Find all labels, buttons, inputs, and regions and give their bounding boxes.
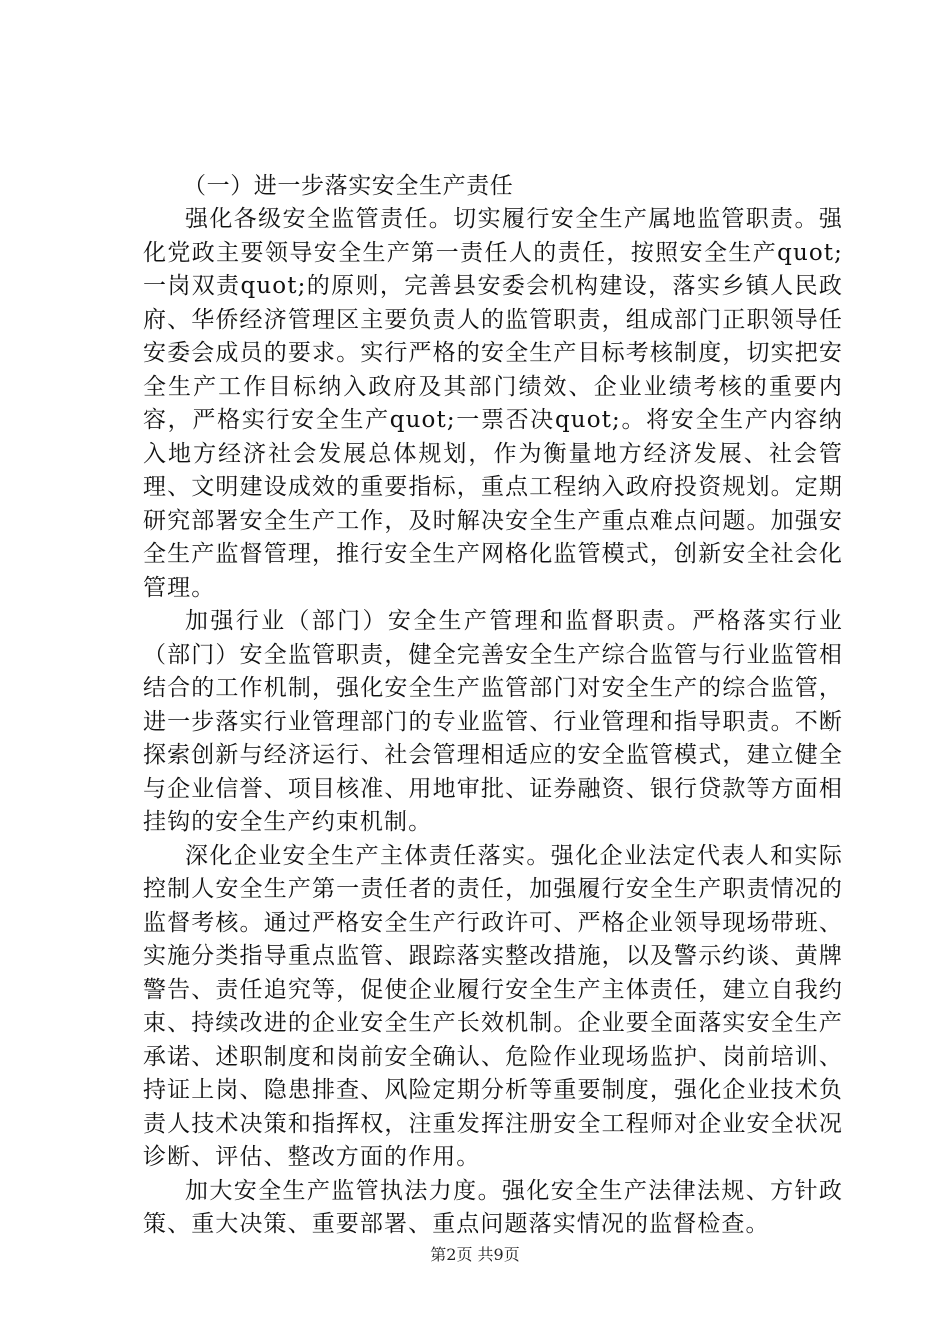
page-number-footer: 第2页 共9页 <box>430 1245 520 1264</box>
paragraph-1: 强化各级安全监管责任。切实履行安全生产属地监管职责。强化党政主要领导安全生产第一责任人的责任，按照安全生产quot;一岗双责quot;的原则，完善县安委会机构建设，落实乡镇人民政府、华侨经济管理区主要负责人的监管职责，组成部门正职领导任安委会成员的要求。实行严格的安全生产目标考核制度，切实把安全生产工作目标纳入政府及其部门绩效、企业业绩考核的重要内容，严格实行安全生产quot;一票否决quot;。将安全生产内容纳入地方经济社会发展总体规划，作为衡量地方经济发展、社会管理、文明建设成效的重要指标，重点工程纳入政府投资规划。定期研究部署安全生产工作，及时解决安全生产重点难点问题。加强安全生产监督管理，推行安全生产网格化监管模式，创新安全社会化管理。 <box>143 206 843 601</box>
paragraph-4: 加大安全生产监管执法力度。强化安全生产法律法规、方针政策、重大决策、重要部署、重点问题落实情况的监督检查。 <box>143 1177 843 1237</box>
section-heading: （一）进一步落实安全生产责任 <box>183 173 514 199</box>
paragraph-3: 深化企业安全生产主体责任落实。强化企业法定代表人和实际控制人安全生产第一责任者的责任，加强履行安全生产职责情况的监督考核。通过严格安全生产行政许可、严格企业领导现场带班、实施分类指导重点监管、跟踪落实整改措施，以及警示约谈、黄牌警告、责任追究等，促使企业履行安全生产主体责任，建立自我约束、持续改进的企业安全生产长效机制。企业要全面落实安全生产承诺、述职制度和岗前安全确认、危险作业现场监护、岗前培训、持证上岗、隐患排查、风险定期分析等重要制度，强化企业技术负责人技术决策和指挥权，注重发挥注册安全工程师对企业安全状况诊断、评估、整改方面的作用。 <box>143 842 843 1170</box>
document-body <box>143 170 843 1242</box>
paragraph-2: 加强行业（部门）安全生产管理和监督职责。严格落实行业（部门）安全监管职责，健全完善安全生产综合监管与行业监管相结合的工作机制，强化安全生产监管部门对安全生产的综合监管，进一步落实行业管理部门的专业监管、行业管理和指导职责。不断探索创新与经济运行、社会管理相适应的安全监管模式，建立健全与企业信誉、项目核准、用地审批、证券融资、银行贷款等方面相挂钩的安全生产约束机制。 <box>143 608 843 835</box>
